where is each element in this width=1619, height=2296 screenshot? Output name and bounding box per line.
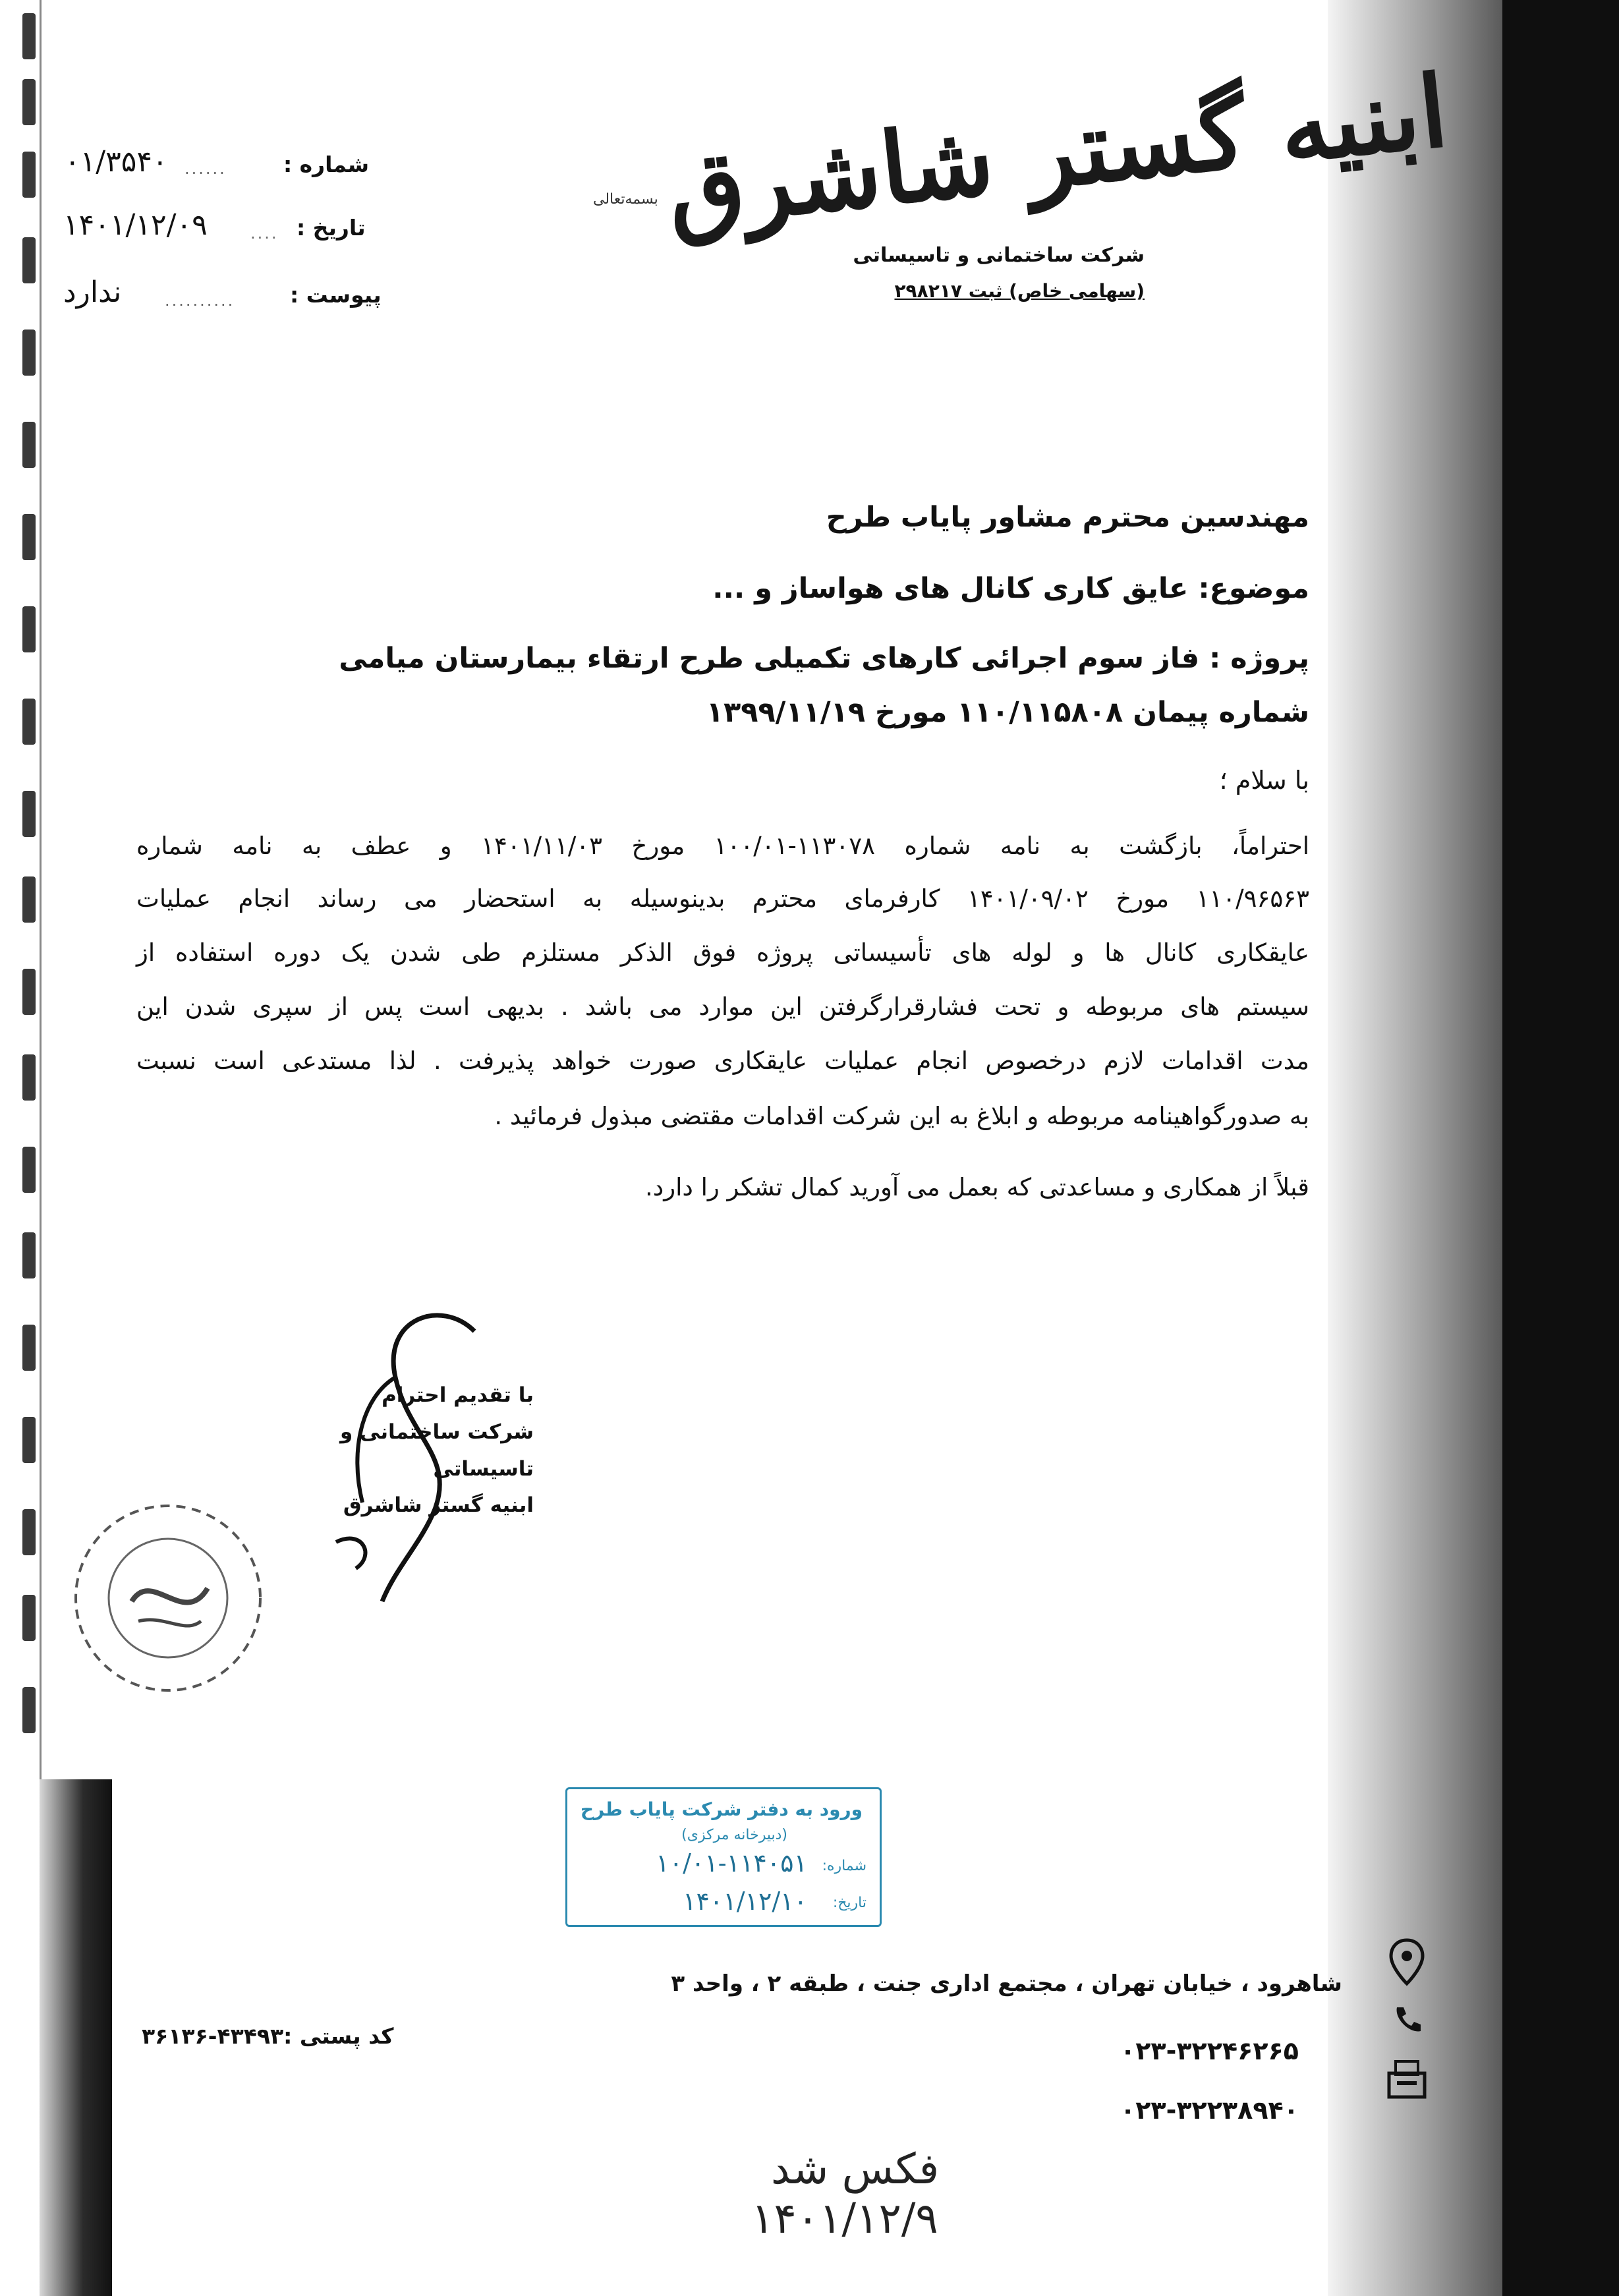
- location-pin-icon: [1387, 1937, 1427, 1990]
- company-name: شرکت ساختمانی و تاسیساتی: [853, 244, 1145, 267]
- attachment-label: پیوست :: [290, 282, 382, 308]
- footer-postal-code: کد پستی :۴۳۴۹۳-۳۶۱۳۶: [142, 2023, 394, 2049]
- paragraph-line: ۱۱۰/۹۶۵۶۳ مورخ ۱۴۰۱/۰۹/۰۲ کارفرمای محترم بدینوسیله به استحضار می رساند انجام عملیات: [136, 884, 1309, 913]
- project: پروژه : فاز سوم اجرائی کارهای تکمیلی طرح ارتقاء بیمارستان میامی: [339, 642, 1309, 675]
- stamp-subtitle: (دبیرخانه مرکزی): [681, 1827, 787, 1843]
- paragraph-line: سیستم های مربوطه و تحت فشارقرارگرفتن این موارد می باشد . بدیهی است پس از سپری شدن این: [136, 992, 1309, 1021]
- number-dots: ......: [185, 159, 227, 178]
- handwritten-signature: [323, 1292, 534, 1608]
- signature-line: با تقدیم احترام: [382, 1383, 534, 1407]
- phone-icon: [1390, 2003, 1423, 2036]
- stamp-number-label: شماره:: [822, 1858, 866, 1874]
- stamp-title: ورود به دفتر شرکت پایاب طرح: [580, 1798, 863, 1820]
- footer-fax: ۰۲۳-۳۲۲۳۸۹۴۰: [1120, 2096, 1299, 2125]
- fax-note: فکس شد: [771, 2145, 940, 2194]
- received-stamp: [565, 1787, 882, 1927]
- company-registration: (سهامی خاص) ثبت ۲۹۸۲۱۷: [894, 280, 1145, 302]
- contract-number: شماره پیمان ۱۱۰/۱۱۵۸۰۸ مورخ ۱۳۹۹/۱۱/۱۹: [706, 696, 1309, 729]
- fax-date: ۱۴۰۱/۱۲/۹: [751, 2195, 938, 2243]
- footer-phone: ۰۲۳-۳۲۲۴۶۲۶۵: [1120, 2036, 1299, 2065]
- stamp-date-label: تاریخ:: [832, 1895, 866, 1911]
- paragraph-line: عایقکاری کانال ها و لوله های تأسیساتی پروژه فوق الذکر مستلزم طی شدن یک دوره استفاده از: [136, 938, 1309, 967]
- footer-address: شاهرود ، خیابان تهران ، مجتمع اداری جنت ، طبقه ۲ ، واحد ۳: [671, 1970, 1342, 1997]
- scan-shadow: [40, 1779, 112, 2296]
- number-label: شماره :: [283, 152, 370, 177]
- bismillah: بسمه‌تعالی: [593, 191, 658, 208]
- letterhead-side-bar-dark: [1502, 0, 1619, 2296]
- company-logo: ابنیه گستر شاشرق: [662, 53, 1453, 250]
- recipient: مهندسین محترم مشاور پایاب طرح: [826, 501, 1309, 534]
- closing-line: قبلاً از همکاری و مساعدتی که بعمل می آورید کمال تشکر را دارد.: [645, 1173, 1309, 1201]
- subject: موضوع: عایق کاری کانال های هواساز و ...: [712, 572, 1309, 605]
- attachment-dots: ..........: [165, 291, 235, 310]
- signature-line: ابنیه گستر شاشرق: [343, 1493, 534, 1518]
- signature-line: شرکت ساختمانی و تاسیساتی: [339, 1420, 534, 1481]
- date-value: ۱۴۰۱/۱۲/۰۹: [63, 208, 208, 242]
- company-seal-icon: [59, 1489, 277, 1707]
- fax-icon: [1384, 2056, 1430, 2102]
- number-value: ۰۱/۳۵۴۰: [65, 145, 168, 179]
- greeting: با سلام ؛: [1219, 766, 1309, 795]
- paragraph-line: احتراماً، بازگشت به نامه شماره ۱۱۳۰۷۸-۱۰۰/۰۱ مورخ ۱۴۰۱/۱۱/۰۳ و عطف به نامه شماره: [136, 832, 1309, 860]
- paragraph-line: مدت اقدامات لازم درخصوص انجام عملیات عایقکاری صورت خواهد پذیرفت . لذا مستدعی است نسبت: [136, 1047, 1309, 1075]
- stamp-number-value: ۱۰/۰۱-۱۱۴۰۵۱: [656, 1849, 807, 1878]
- stamp-date-value: ۱۴۰۱/۱۲/۱۰: [683, 1887, 807, 1916]
- date-label: تاریخ :: [297, 215, 366, 241]
- attachment-value: ندارد: [63, 275, 122, 309]
- date-dots: ....: [250, 224, 279, 243]
- paragraph-line: به صدورگواهینامه مربوطه و ابلاغ به این شرکت اقدامات مقتضی مبذول فرمائید .: [494, 1102, 1309, 1130]
